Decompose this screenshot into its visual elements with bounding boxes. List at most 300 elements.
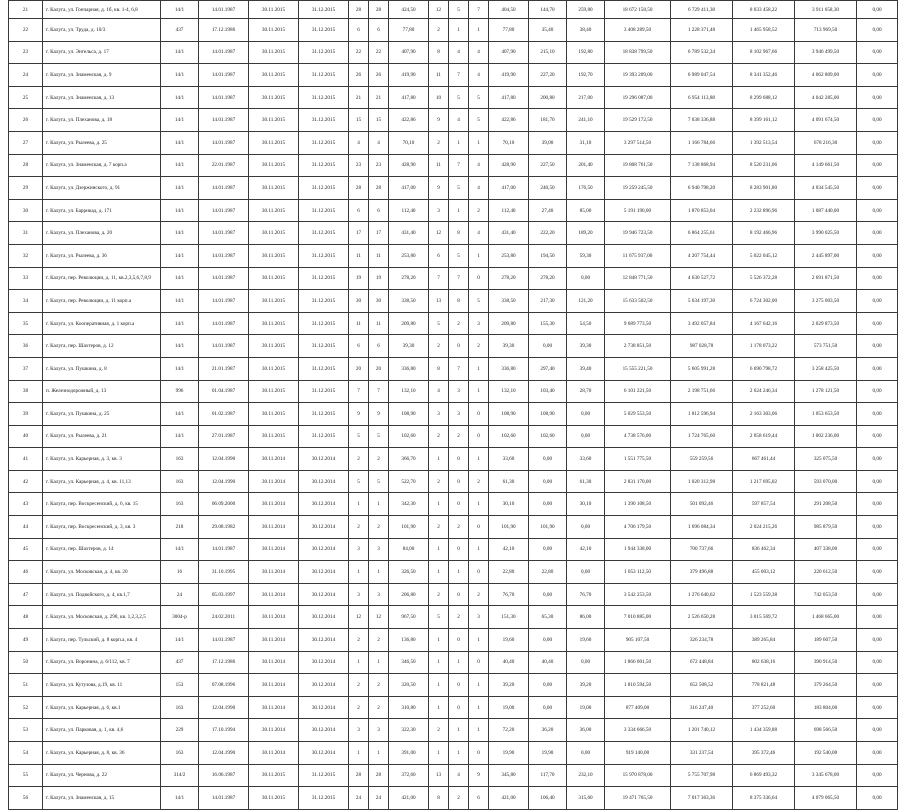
- table-cell: 14.01.1987: [199, 131, 249, 154]
- table-cell: 31.12.2015: [299, 425, 349, 448]
- table-cell: 6 869 493,32: [733, 764, 795, 787]
- table-row: [9, 86, 898, 109]
- table-cell: 326 234,78: [671, 629, 733, 652]
- table-cell: 7: [349, 380, 369, 403]
- table-cell: 215,10: [529, 41, 567, 64]
- table-cell: 0,00: [529, 335, 567, 358]
- table-cell: 5 191 190,00: [605, 199, 671, 222]
- table-cell: 322,30: [389, 719, 429, 742]
- table-cell: 31.12.2015: [299, 403, 349, 426]
- table-cell: 2 624 246,34: [733, 380, 795, 403]
- table-cell: 0,00: [567, 267, 605, 290]
- address-cell: г. Калуга, ул. Энгельса, д. 17: [43, 41, 161, 64]
- address-cell: г. Калуга, ул. Баррикад, д. 171: [43, 199, 161, 222]
- table-cell: 1: [469, 538, 489, 561]
- table-cell: 0,00: [857, 583, 898, 606]
- table-cell: 12: [349, 606, 369, 629]
- table-cell: 0,00: [857, 86, 898, 109]
- table-cell: 407,90: [489, 41, 529, 64]
- table-cell: 407,90: [389, 41, 429, 64]
- table-cell: 30.12.2014: [299, 606, 349, 629]
- table-row: [9, 380, 898, 403]
- table-cell: 1 465 958,52: [733, 19, 795, 42]
- table-cell: 2 024 215,26: [733, 516, 795, 539]
- table-cell: 346,50: [389, 651, 429, 674]
- table-cell: 25: [9, 86, 43, 109]
- table-cell: 1 053 653,50: [795, 403, 857, 426]
- table-cell: 50: [9, 651, 43, 674]
- table-cell: 7: [429, 267, 449, 290]
- table-cell: 22: [369, 41, 389, 64]
- address-cell: г. Калуга, ул. Труда, д. 10/3: [43, 19, 161, 42]
- table-cell: 389 265,84: [733, 629, 795, 652]
- table-cell: 437: [161, 651, 199, 674]
- housing-register-table: [8, 0, 898, 810]
- table-cell: 55: [9, 764, 43, 787]
- table-row: [9, 606, 898, 629]
- table-cell: 667 461,44: [733, 448, 795, 471]
- table-cell: 0,00: [857, 199, 898, 222]
- table-cell: 0,00: [857, 335, 898, 358]
- table-cell: 0,00: [857, 561, 898, 584]
- table-cell: 315,60: [567, 787, 605, 810]
- table-cell: 0: [469, 561, 489, 584]
- table-cell: 5: [449, 244, 469, 267]
- table-cell: 11: [429, 154, 449, 177]
- table-cell: 14.01.1987: [199, 787, 249, 810]
- table-cell: 163: [161, 470, 199, 493]
- table-cell: 07.08.1996: [199, 674, 249, 697]
- table-cell: 56: [9, 787, 43, 810]
- table-cell: 0,00: [857, 403, 898, 426]
- table-cell: 3: [449, 380, 469, 403]
- table-cell: 338,50: [489, 290, 529, 313]
- table-cell: 9: [349, 403, 369, 426]
- table-cell: 14.01.1987: [199, 199, 249, 222]
- table-cell: 278,20: [489, 267, 529, 290]
- table-cell: 30.11.2014: [249, 538, 299, 561]
- table-cell: 30.11.2015: [249, 425, 299, 448]
- table-cell: 01.02.1987: [199, 403, 249, 426]
- table-cell: 1: [449, 651, 469, 674]
- table-cell: 4: [449, 109, 469, 132]
- table-cell: 1: [449, 19, 469, 42]
- table-cell: 8 399 161,12: [733, 109, 795, 132]
- table-cell: 20: [349, 357, 369, 380]
- table-cell: 6 724 302,00: [733, 290, 795, 313]
- table-cell: 30.11.2014: [249, 719, 299, 742]
- table-cell: 181,70: [529, 109, 567, 132]
- table-cell: 996: [161, 380, 199, 403]
- table-cell: 32: [9, 244, 43, 267]
- table-cell: 1 390 108,50: [605, 493, 671, 516]
- table-cell: 2: [469, 583, 489, 606]
- table-cell: 985 879,50: [795, 516, 857, 539]
- table-cell: 253,80: [489, 244, 529, 267]
- table-cell: 30.11.2014: [249, 470, 299, 493]
- table-cell: 30.11.2015: [249, 312, 299, 335]
- table-cell: 0,00: [857, 742, 898, 765]
- table-cell: 42,10: [489, 538, 529, 561]
- table-cell: 1: [469, 380, 489, 403]
- table-cell: 5: [349, 425, 369, 448]
- table-cell: 30,10: [489, 493, 529, 516]
- table-cell: 2: [449, 312, 469, 335]
- table-cell: 30.11.2015: [249, 64, 299, 87]
- table-cell: 14.01.1987: [199, 64, 249, 87]
- table-cell: 325 075,50: [795, 448, 857, 471]
- table-cell: 23: [9, 41, 43, 64]
- table-cell: 3 015 569,72: [733, 606, 795, 629]
- table-cell: 14.01.1987: [199, 335, 249, 358]
- address-cell: г. Калуга, ул. Пушкина, д. 8: [43, 357, 161, 380]
- table-cell: 30.11.2015: [249, 267, 299, 290]
- table-cell: 39,30: [567, 335, 605, 358]
- table-cell: 1: [349, 651, 369, 674]
- table-cell: 42,10: [567, 538, 605, 561]
- table-cell: 194,50: [529, 244, 567, 267]
- table-cell: 43: [9, 493, 43, 516]
- table-cell: 30.11.2015: [249, 86, 299, 109]
- table-cell: 30.11.2014: [249, 651, 299, 674]
- table-cell: 209,80: [389, 312, 429, 335]
- table-row: [9, 199, 898, 222]
- table-cell: 0,00: [857, 19, 898, 42]
- address-cell: г. Калуга, пер. Шахтеров, д. 14: [43, 538, 161, 561]
- table-cell: 407 338,00: [795, 538, 857, 561]
- table-row: [9, 742, 898, 765]
- table-cell: 1: [469, 674, 489, 697]
- table-cell: 366,70: [389, 448, 429, 471]
- table-cell: 6: [349, 199, 369, 222]
- table-cell: 0,00: [857, 606, 898, 629]
- table-cell: 27: [9, 131, 43, 154]
- table-row: [9, 41, 898, 64]
- table-cell: 2: [449, 425, 469, 448]
- table-cell: 3 946 499,50: [795, 41, 857, 64]
- table-cell: 2 691 871,50: [795, 267, 857, 290]
- table-cell: 2: [369, 696, 389, 719]
- table-cell: 183 804,00: [795, 696, 857, 719]
- address-cell: г. Калуга, ул. Плеханова, д. 20: [43, 222, 161, 245]
- table-cell: 06.09.2000: [199, 493, 249, 516]
- table-cell: 31.12.2015: [299, 787, 349, 810]
- table-cell: 14/1: [161, 787, 199, 810]
- table-cell: 652 508,52: [671, 674, 733, 697]
- table-cell: 240,50: [529, 177, 567, 200]
- table-cell: 39,20: [489, 674, 529, 697]
- table-cell: 2: [429, 583, 449, 606]
- table-cell: 84,00: [389, 538, 429, 561]
- table-row: [9, 651, 898, 674]
- table-cell: 5: [449, 86, 469, 109]
- table-cell: 31.12.2015: [299, 131, 349, 154]
- table-cell: 1: [449, 561, 469, 584]
- table-cell: 3: [469, 312, 489, 335]
- table-cell: 30.11.2015: [249, 1, 299, 19]
- table-cell: 4 149 661,50: [795, 154, 857, 177]
- table-cell: 1: [449, 719, 469, 742]
- table-cell: 30.11.2015: [249, 403, 299, 426]
- table-cell: 30.11.2014: [249, 583, 299, 606]
- table-cell: 422,86: [489, 109, 529, 132]
- table-cell: 742 053,50: [795, 583, 857, 606]
- table-cell: 30.11.2014: [249, 606, 299, 629]
- table-cell: 4 167 642,16: [733, 312, 795, 335]
- table-cell: 19 529 172,50: [605, 109, 671, 132]
- table-cell: 163: [161, 448, 199, 471]
- table-cell: 17.12.1986: [199, 651, 249, 674]
- table-cell: 30.12.2014: [299, 742, 349, 765]
- table-cell: 11: [369, 244, 389, 267]
- table-cell: 1: [349, 493, 369, 516]
- table-cell: 8 283 901,80: [733, 177, 795, 200]
- table-cell: 802 638,16: [733, 651, 795, 674]
- table-cell: 40,40: [529, 651, 567, 674]
- table-cell: 5 029 553,50: [605, 403, 671, 426]
- table-cell: 28: [349, 177, 369, 200]
- table-row: [9, 425, 898, 448]
- table-cell: 18 838 799,50: [605, 41, 671, 64]
- table-cell: 7: [369, 380, 389, 403]
- table-cell: 3: [429, 199, 449, 222]
- table-cell: 229: [161, 719, 199, 742]
- table-cell: 424,50: [389, 1, 429, 19]
- table-cell: 0: [469, 651, 489, 674]
- table-cell: 987 028,78: [671, 335, 733, 358]
- table-cell: 2: [429, 470, 449, 493]
- table-cell: 7: [449, 64, 469, 87]
- table-cell: 4: [469, 64, 489, 87]
- table-cell: 112,40: [489, 199, 529, 222]
- table-cell: 30.11.2015: [249, 131, 299, 154]
- table-cell: 29.08.1982: [199, 516, 249, 539]
- table-cell: 30.11.2015: [249, 199, 299, 222]
- table-cell: 0,00: [857, 41, 898, 64]
- address-cell: г. Калуга, ул. Рылеева, д. 36: [43, 244, 161, 267]
- table-cell: 14/1: [161, 538, 199, 561]
- table-cell: 33,60: [489, 448, 529, 471]
- table-cell: 14/1: [161, 244, 199, 267]
- table-cell: 1 228 371,48: [671, 19, 733, 42]
- table-cell: 14/1: [161, 335, 199, 358]
- table-cell: 3 408 289,50: [605, 19, 671, 42]
- table-cell: 155,30: [529, 312, 567, 335]
- table-cell: 22: [349, 41, 369, 64]
- table-cell: 0,00: [529, 629, 567, 652]
- table-cell: 1 166 784,66: [671, 131, 733, 154]
- table-cell: 33: [9, 267, 43, 290]
- table-cell: 9 689 773,50: [605, 312, 671, 335]
- table-cell: 7 138 868,94: [671, 154, 733, 177]
- table-cell: 1 392 513,54: [733, 131, 795, 154]
- table-row: [9, 787, 898, 810]
- table-cell: 108,90: [489, 403, 529, 426]
- table-row: [9, 267, 898, 290]
- table-cell: 0,00: [567, 651, 605, 674]
- address-cell: г. Калуга, ул. Рылеева, д. 25: [43, 131, 161, 154]
- table-cell: 31.12.2015: [299, 357, 349, 380]
- table-cell: 31.12.2015: [299, 177, 349, 200]
- table-cell: 14.01.1987: [199, 629, 249, 652]
- table-cell: 1 434 359,88: [733, 719, 795, 742]
- table-cell: 36,20: [529, 719, 567, 742]
- table-cell: 11: [369, 312, 389, 335]
- address-cell: г. Калуга, ул. Рылеева, д. 21: [43, 425, 161, 448]
- table-cell: 0: [449, 696, 469, 719]
- table-cell: 220 612,50: [795, 561, 857, 584]
- table-cell: 0,00: [857, 380, 898, 403]
- table-cell: 2: [349, 629, 369, 652]
- table-cell: 1: [449, 131, 469, 154]
- table-cell: 53: [9, 719, 43, 742]
- address-cell: г. Калуга, ул. Кутузова, д.19, кв. 11: [43, 674, 161, 697]
- table-cell: 30.11.2015: [249, 335, 299, 358]
- table-cell: 106,40: [529, 787, 567, 810]
- table-cell: 30: [9, 199, 43, 222]
- table-cell: 24: [369, 787, 389, 810]
- housing-register-table-sheet: [8, 0, 897, 801]
- address-cell: г. Калуга, ул. Плеханова, д. 18: [43, 109, 161, 132]
- table-cell: 121,20: [567, 290, 605, 313]
- table-cell: 428,90: [389, 154, 429, 177]
- table-cell: 61,30: [489, 470, 529, 493]
- table-cell: 2: [469, 199, 489, 222]
- table-cell: 0,00: [857, 538, 898, 561]
- table-cell: 4 738 576,00: [605, 425, 671, 448]
- table-cell: 6: [349, 335, 369, 358]
- table-cell: 76,70: [567, 583, 605, 606]
- table-cell: 4 706 179,50: [605, 516, 671, 539]
- table-cell: 3: [369, 719, 389, 742]
- table-cell: 6 789 532,34: [671, 41, 733, 64]
- table-cell: 11 675 937,00: [605, 244, 671, 267]
- table-cell: 46: [9, 561, 43, 584]
- table-cell: 12.04.1990: [199, 742, 249, 765]
- table-cell: 23: [369, 154, 389, 177]
- table-cell: 4 207 754,44: [671, 244, 733, 267]
- table-cell: 13: [429, 290, 449, 313]
- table-cell: 11: [429, 64, 449, 87]
- table-cell: 1 020 312,98: [671, 470, 733, 493]
- table-cell: 101,90: [489, 516, 529, 539]
- table-cell: 338,50: [389, 290, 429, 313]
- table-cell: 31.12.2015: [299, 1, 349, 19]
- table-cell: 320,50: [389, 674, 429, 697]
- table-cell: 2: [449, 787, 469, 810]
- table-cell: 0,00: [567, 516, 605, 539]
- table-cell: 0: [449, 470, 469, 493]
- table-cell: 1 201 740,12: [671, 719, 733, 742]
- table-cell: 35: [9, 312, 43, 335]
- table-cell: 30.12.2014: [299, 448, 349, 471]
- table-row: [9, 493, 898, 516]
- table-cell: 8 375 336,64: [733, 787, 795, 810]
- address-cell: г. Калуга, ул. Московская, д. 298, кв. 1,2,3,2,5: [43, 606, 161, 629]
- table-cell: 1 087 440,00: [795, 199, 857, 222]
- table-row: [9, 764, 898, 787]
- table-cell: 9: [429, 177, 449, 200]
- table-cell: 38: [9, 380, 43, 403]
- address-cell: г. Калуга, пер. Революции, д. 11, кв.2,3,5,6,7,8,9: [43, 267, 161, 290]
- table-cell: 0,00: [857, 448, 898, 471]
- table-cell: 30.12.2014: [299, 493, 349, 516]
- table-cell: 2: [429, 719, 449, 742]
- table-cell: 1 812 596,94: [671, 403, 733, 426]
- address-cell: г. Калуга, пер. Тульский, д. 8 корп.а, кв. 4: [43, 629, 161, 652]
- table-cell: 227,20: [529, 64, 567, 87]
- table-cell: 189 607,50: [795, 629, 857, 652]
- table-cell: 672 448,84: [671, 651, 733, 674]
- table-cell: 20: [369, 357, 389, 380]
- table-cell: 14/1: [161, 177, 199, 200]
- table-cell: 26: [349, 64, 369, 87]
- table-cell: 421,00: [489, 787, 529, 810]
- table-cell: 48: [9, 606, 43, 629]
- table-cell: 395 372,46: [733, 742, 795, 765]
- table-cell: 778 821,48: [733, 674, 795, 697]
- table-cell: 12.04.1990: [199, 470, 249, 493]
- table-cell: 14/1: [161, 109, 199, 132]
- table-cell: 1: [469, 448, 489, 471]
- table-cell: 86,00: [567, 606, 605, 629]
- table-cell: 0: [469, 403, 489, 426]
- address-cell: г. Калуга, ул. Чернова, д. 22: [43, 764, 161, 787]
- table-cell: 342,30: [389, 493, 429, 516]
- table-cell: 31.12.2015: [299, 335, 349, 358]
- table-cell: 0,00: [529, 493, 567, 516]
- table-cell: 14/1: [161, 222, 199, 245]
- table-cell: 3 542 253,50: [605, 583, 671, 606]
- table-cell: 17: [349, 222, 369, 245]
- table-cell: 2: [429, 131, 449, 154]
- table-cell: 3: [349, 538, 369, 561]
- table-cell: 27.01.1987: [199, 425, 249, 448]
- table-cell: 0,00: [857, 696, 898, 719]
- table-cell: 0,00: [529, 674, 567, 697]
- table-cell: 2: [369, 629, 389, 652]
- table-cell: 6: [349, 19, 369, 42]
- table-cell: 1: [469, 357, 489, 380]
- table-cell: 336,80: [489, 357, 529, 380]
- table-cell: 14.01.1987: [199, 222, 249, 245]
- table-cell: 21: [9, 1, 43, 19]
- address-cell: г. Калуга, ул. Подвойского, д. 4, кв.1,7: [43, 583, 161, 606]
- table-cell: 316 247,40: [671, 696, 733, 719]
- table-cell: 0: [469, 425, 489, 448]
- table-cell: 206,80: [389, 583, 429, 606]
- table-cell: 2: [449, 606, 469, 629]
- table-cell: 108,90: [529, 403, 567, 426]
- table-cell: 0,00: [529, 448, 567, 471]
- table-cell: 72,20: [489, 719, 529, 742]
- table-cell: 30.11.2014: [249, 674, 299, 697]
- table-cell: 0,00: [857, 651, 898, 674]
- table-cell: 0,00: [857, 719, 898, 742]
- table-cell: 417,80: [389, 86, 429, 109]
- table-cell: 0: [469, 516, 489, 539]
- table-row: [9, 516, 898, 539]
- table-cell: 1: [429, 448, 449, 471]
- table-cell: 2: [429, 19, 449, 42]
- table-cell: 1 276 640,62: [671, 583, 733, 606]
- table-cell: 37: [9, 357, 43, 380]
- address-cell: г. Калуга, ул. Знаменская, д. 9: [43, 64, 161, 87]
- table-cell: 21: [369, 86, 389, 109]
- table-cell: 379 496,88: [671, 561, 733, 584]
- table-cell: 0: [449, 538, 469, 561]
- table-cell: 153: [161, 674, 199, 697]
